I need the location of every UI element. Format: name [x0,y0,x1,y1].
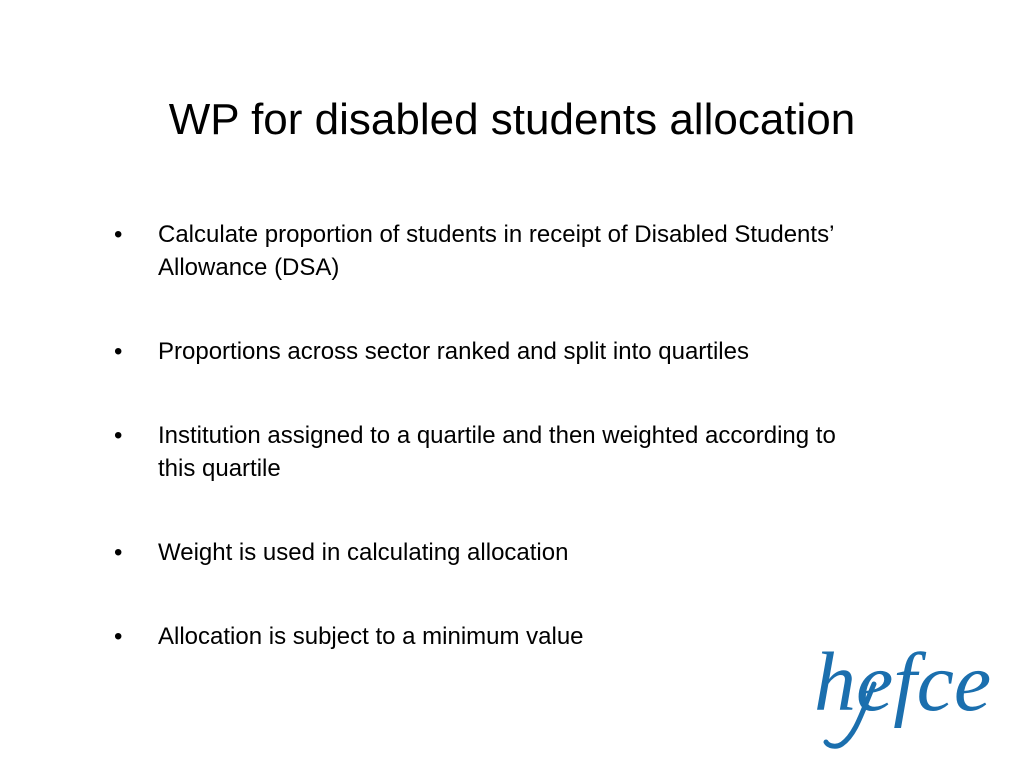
bullet-text: Calculate proportion of students in receipt of Disabled Students’ Allowance (DSA) [158,221,834,281]
bullet-icon: • [114,539,123,566]
bullet-text: Institution assigned to a quartile and then weighted according to this quartile [158,422,836,482]
bullet-item [114,536,874,569]
bullet-text: Allocation is subject to a minimum value [158,623,584,650]
bullet-item [114,218,874,284]
hefce-logo-text: hefce [814,636,992,729]
bullet-text: Proportions across sector ranked and split into quartiles [158,338,749,365]
bullet-item [114,335,874,368]
bullet-item [114,419,874,485]
bullet-text: Weight is used in calculating allocation [158,539,569,566]
hefce-logo [810,636,992,752]
bullet-icon: • [114,221,123,248]
slide-title: WP for disabled students allocation [168,95,856,144]
bullet-icon: • [114,338,123,365]
bullet-list [114,218,874,653]
bullet-item [114,620,874,653]
bullet-icon: • [114,623,123,650]
bullet-icon: • [114,422,123,449]
